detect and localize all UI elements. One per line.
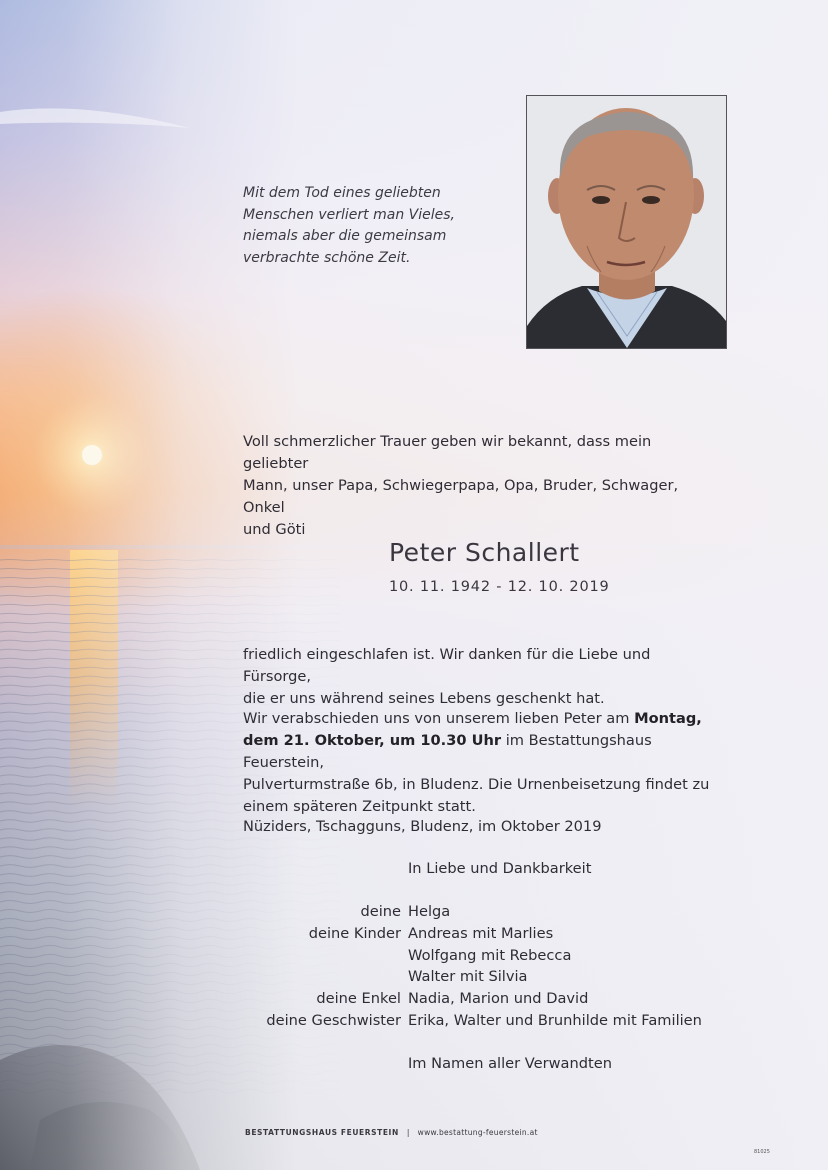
para-line	[243, 730, 713, 774]
mourner-relation	[200, 966, 408, 988]
mourner-relation	[200, 945, 408, 967]
thanks-paragraph	[243, 644, 713, 710]
mourner-names: Wolfgang mit Rebecca	[408, 946, 572, 964]
para-line: einem späteren Zeitpunkt statt.	[243, 798, 476, 815]
quote-line: Menschen verliert man Vieles,	[243, 206, 455, 223]
mourner-row	[200, 1010, 720, 1032]
quote-line: verbrachte schöne Zeit.	[243, 249, 411, 266]
footer	[245, 1128, 538, 1137]
funeral-home-url[interactable]: www.bestattung-feuerstein.at	[417, 1128, 538, 1137]
mourner-relation: deine Enkel	[316, 990, 401, 1008]
mourner-names: Andreas mit Marlies	[408, 924, 554, 942]
para-line: die er uns während seines Lebens geschenkt hat.	[243, 690, 605, 707]
elderly-man-portrait	[527, 96, 726, 348]
announcement-intro	[243, 431, 713, 541]
mourner-row	[200, 901, 720, 923]
para-text: im Bestattungshaus Feuerstein,	[243, 732, 652, 771]
mourners-list	[200, 901, 720, 1032]
mourner-names: Nadia, Marion und David	[408, 990, 589, 1008]
portrait-photo	[526, 95, 727, 349]
mourner-row	[200, 988, 720, 1010]
funeral-details-paragraph	[243, 708, 713, 818]
place-and-date: Nüziders, Tschagguns, Bludenz, im Oktober 2019	[243, 818, 602, 835]
mourner-names: Helga	[408, 903, 451, 920]
closing-line: Im Namen aller Verwandten	[408, 1055, 612, 1072]
mourner-relation: deine Kinder	[308, 924, 401, 942]
mourner-row	[200, 966, 720, 988]
memorial-quote	[243, 183, 513, 269]
mourner-relation: deine Geschwister	[266, 1011, 401, 1029]
mourner-names: Walter mit Silvia	[408, 968, 528, 986]
love-line: In Liebe und Dankbarkeit	[408, 860, 592, 877]
intro-line: und Göti	[243, 521, 306, 538]
print-code: 81025	[754, 1149, 770, 1155]
quote-line: niemals aber die gemeinsam	[243, 228, 447, 244]
intro-line: Mann, unser Papa, Schwiegerpapa, Opa, Bruder, Schwager, Onkel	[243, 477, 679, 516]
intro-line: Voll schmerzlicher Trauer geben wir bekannt, dass mein geliebter	[243, 433, 652, 472]
para-line: Pulverturmstraße 6b, in Bludenz. Die Urnenbeisetzung findet zu	[243, 776, 710, 793]
para-line	[243, 708, 713, 730]
funeral-day: Montag,	[634, 710, 702, 727]
mourner-relation: deine	[360, 903, 401, 920]
life-dates: 10. 11. 1942 - 12. 10. 2019	[389, 579, 610, 595]
funeral-home-name: BESTATTUNGSHAUS FEUERSTEIN	[245, 1128, 399, 1137]
footer-separator: |	[406, 1128, 410, 1137]
para-text: Wir verabschieden uns von unserem lieben Peter am	[243, 710, 635, 727]
quote-line: Mit dem Tod eines geliebten	[243, 185, 441, 201]
funeral-date-time: dem 21. Oktober, um 10.30 Uhr	[243, 732, 502, 749]
mourner-names: Erika, Walter und Brunhilde mit Familien	[408, 1011, 702, 1029]
mourner-row	[200, 923, 720, 945]
deceased-name: Peter Schallert	[389, 538, 580, 567]
para-line: friedlich eingeschlafen ist. Wir danken für die Liebe und Fürsorge,	[243, 646, 651, 685]
mourner-row	[200, 945, 720, 967]
